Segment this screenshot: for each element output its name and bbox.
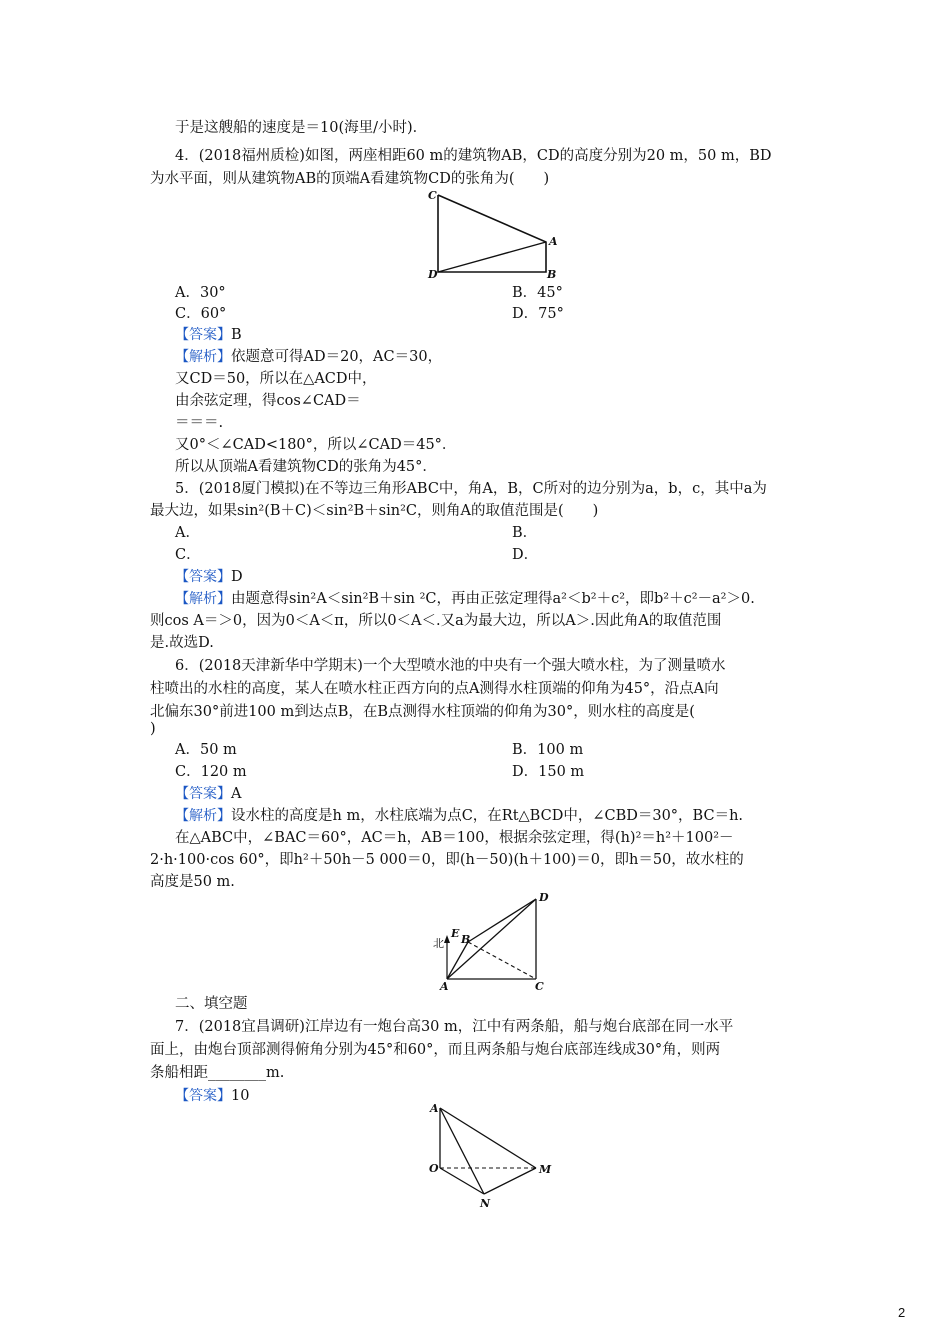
analysis-line: ＝＝＝. (175, 415, 224, 431)
q7-answer (175, 1086, 249, 1106)
option-b: B．100 m (512, 742, 584, 758)
analysis-text: 由题意得sin²A＜sin²B＋sin ²C，再由正弦定理得a²＜b²＋c²，即b²＋c²－a²＞0. (231, 591, 755, 607)
option-d: D． (512, 547, 539, 563)
fig-label: C (428, 189, 437, 202)
analysis-tag: 【解析】 (175, 349, 231, 365)
fig-label: A (430, 1102, 439, 1115)
text-line: 于是这艘船的速度是＝10(海里/小时)． (175, 120, 428, 136)
fig-label: 北 (433, 937, 444, 950)
q5-stem-line1: 5．(2018厦门模拟)在不等边三角形ABC中，角A，B，C所对的边分别为a，b，c，其中a为 (175, 481, 767, 497)
option-a: A．50 m (175, 742, 237, 758)
option-d: D．75° (512, 306, 564, 322)
fig-label: D (428, 268, 438, 280)
q6-answer (175, 784, 241, 804)
answer-tag: 【答案】 (175, 786, 231, 802)
q6-stem-line4: ) (150, 721, 156, 737)
section-title: 二、填空题 (175, 996, 248, 1012)
option-c: C． (175, 547, 201, 563)
analysis-line: 2·h·100·cos 60°，即h²＋50h－5 000＝0，即(h－50)(h＋100)＝0，即h＝50，故水柱的 (150, 852, 744, 868)
analysis-tag: 【解析】 (175, 591, 231, 607)
option-d: D．150 m (512, 764, 585, 780)
fig-label: M (539, 1163, 552, 1176)
fig-label: B (461, 933, 471, 946)
analysis-line: 由余弦定理，得cos∠CAD＝ (175, 393, 361, 409)
analysis-tag: 【解析】 (175, 808, 231, 824)
option-c: C．60° (175, 306, 227, 322)
analysis-line: 在△ABC中，∠BAC＝60°，AC＝h，AB＝100，根据余弦定理，得(h)²＝h²＋100²－ (175, 830, 734, 846)
fig-label: E (451, 927, 460, 940)
q6-stem-line2: 柱喷出的水柱的高度，某人在喷水柱正西方向的点A测得水柱顶端的仰角为45°，沿点A向 (150, 681, 719, 697)
q7-figure (420, 1098, 560, 1213)
q4-answer (175, 325, 242, 345)
analysis-line: 所以从顶端A看建筑物CD的张角为45°． (175, 459, 437, 475)
q6-figure (425, 887, 555, 992)
q7-stem-line3: 条船相距________m. (150, 1065, 285, 1081)
answer-value: A (231, 786, 242, 802)
fig-label: A (549, 235, 558, 248)
page-number: 2 (898, 1305, 906, 1320)
option-a: A．30° (175, 285, 226, 301)
answer-tag: 【答案】 (175, 1088, 231, 1104)
analysis-line: 高度是50 m. (150, 874, 235, 890)
analysis-line: 则cos A＝＞0，因为0＜A＜π，所以0＜A＜.又a为最大边，所以A＞.因此角A的取值范围 (150, 613, 722, 629)
q7-stem-line2: 面上，由炮台顶部测得俯角分别为45°和60°，而且两条船与炮台底部连线成30°角，则两 (150, 1042, 721, 1058)
analysis-text: 依题意可得AD＝20，AC＝30， (231, 349, 443, 365)
answer-tag: 【答案】 (175, 327, 231, 343)
option-c: C．120 m (175, 764, 247, 780)
analysis-line: 又CD＝50，所以在△ACD中， (175, 371, 377, 387)
analysis-text: 设水柱的高度是h m，水柱底端为点C，在Rt△BCD中，∠CBD＝30°，BC＝h. (231, 808, 744, 824)
fig-label: N (480, 1197, 491, 1210)
q6-stem-line1: 6．(2018天津新华中学期末)一个大型喷水池的中央有一个强大喷水柱，为了测量喷水 (175, 658, 726, 674)
option-b: B． (512, 525, 538, 541)
analysis-line: 又0°＜∠CAD<180°，所以∠CAD＝45°． (175, 437, 457, 453)
q5-stem-line2: 最大边，如果sin²(B＋C)＜sin²B＋sin²C，则角A的取值范围是( ) (150, 503, 599, 519)
answer-value: B (231, 327, 242, 343)
fig-label: C (535, 980, 544, 992)
fig-label: A (440, 980, 449, 992)
fig-label: D (539, 891, 549, 904)
q4-stem-line2: 为水平面，则从建筑物AB的顶端A看建筑物CD的张角为( ) (150, 171, 550, 187)
option-a: A． (175, 525, 200, 541)
answer-value: D (231, 569, 243, 585)
option-b: B．45° (512, 285, 563, 301)
analysis-line: 是.故选D. (150, 635, 214, 651)
fig-label: O (429, 1162, 439, 1175)
q6-analysis (175, 806, 743, 826)
q4-figure (418, 185, 568, 280)
q4-stem-line1: 4．(2018福州质检)如图，两座相距60 m的建筑物AB，CD的高度分别为20 m，50 m，BD (175, 148, 772, 164)
q5-analysis (175, 589, 755, 609)
q4-analysis (175, 347, 442, 367)
q5-answer (175, 567, 243, 587)
answer-tag: 【答案】 (175, 569, 231, 585)
q6-stem-line3: 北偏东30°前进100 m到达点B，在B点测得水柱顶端的仰角为30°，则水柱的高度是( (150, 704, 695, 720)
answer-value: 10 (231, 1088, 250, 1104)
q7-stem-line1: 7．(2018宜昌调研)江岸边有一炮台高30 m，江中有两条船，船与炮台底部在同一水平 (175, 1019, 734, 1035)
fig-label: B (547, 268, 557, 280)
